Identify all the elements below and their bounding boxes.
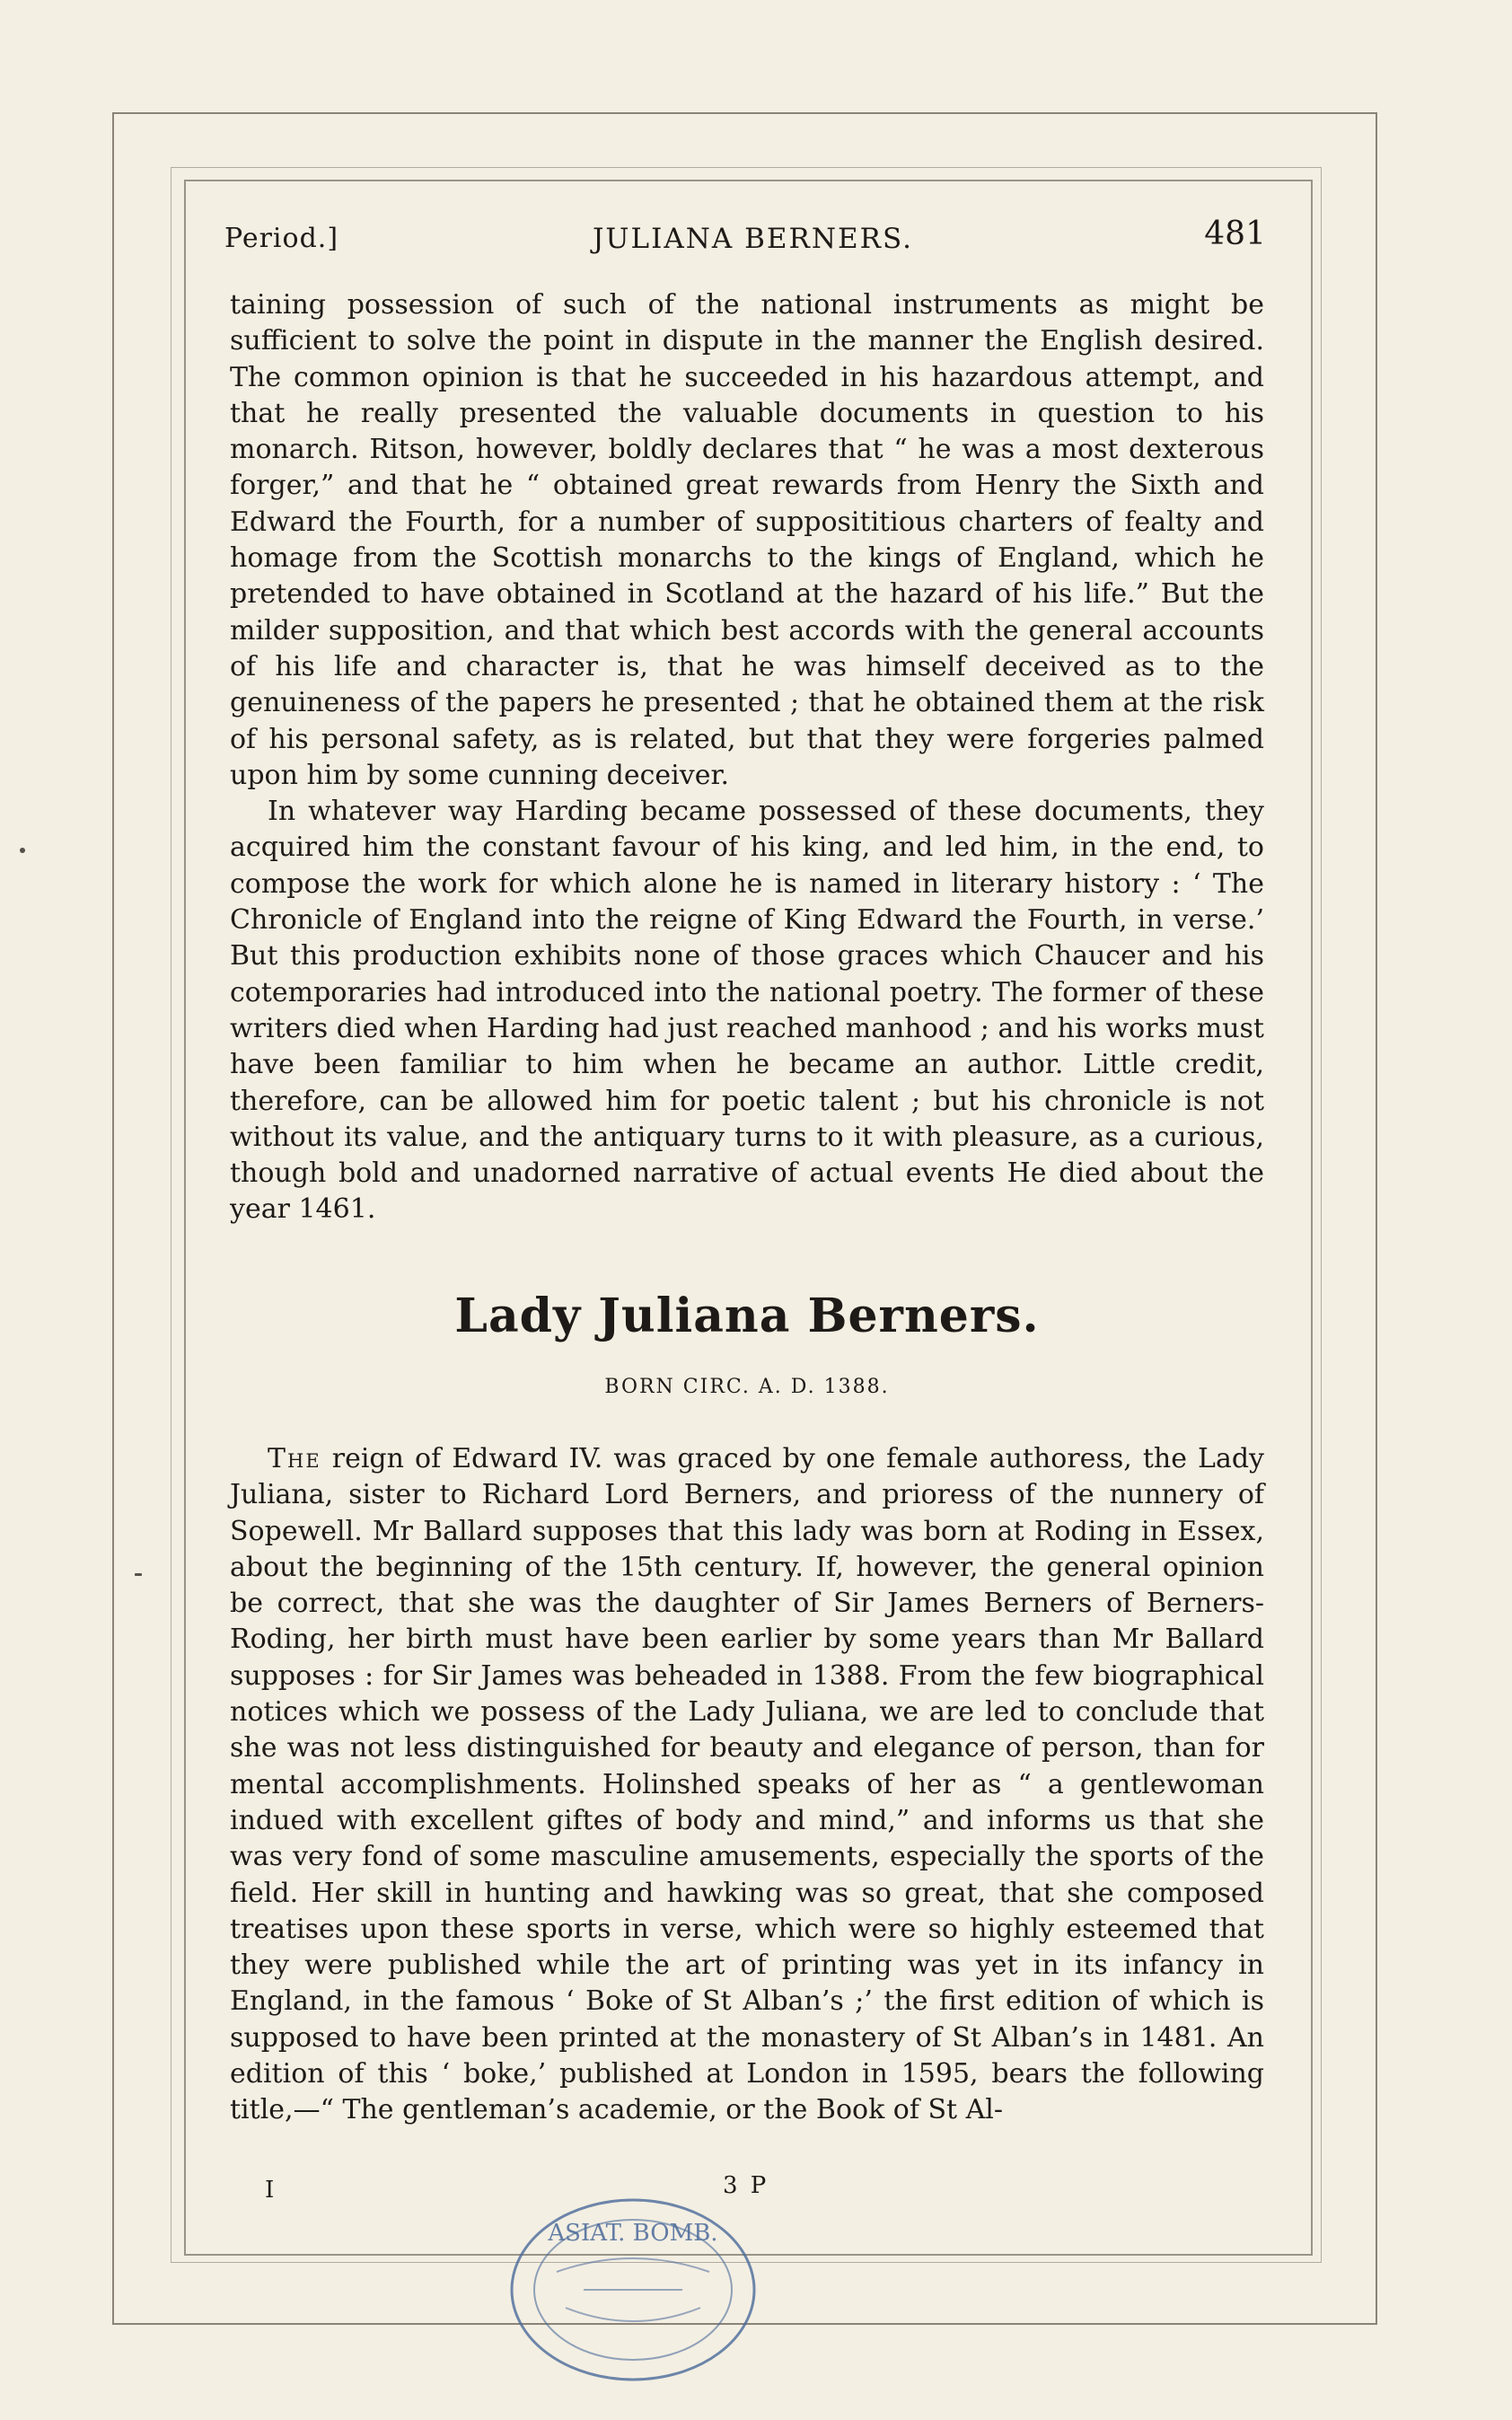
margin-mark [135, 1573, 142, 1576]
section-heading: Lady Juliana Berners. [454, 1289, 1040, 1343]
footer-mark: I [265, 2177, 275, 2204]
born-line: BORN CIRC. A. D. 1388. [604, 1376, 890, 1398]
running-header [224, 216, 1275, 260]
signature-mark: 3 P [723, 2172, 769, 2199]
paragraph-continuation: taining possession of such of the national instruments as might be sufficient to solve the point in dispute in the manner the English desired. The common opinion is that he succeeded in his hazardous attempt, and that he really presented the valuable documents in question to his monarch. Ritson, however, boldly declares that “ he was a most dexterous forger,” and that he “ obtained great rewards from Henry the Sixth and Edward the Fourth, for a number of supposititious charters of fealty and homage from the Scottish monarchs to the kings of England, which he pretended to have obtained in Scotland at the hazard of his life.” But the milder supposition, and that which best accords with the general accounts of his life and character is, that he was himself deceived as to the genuineness of the papers he presented ; that he obtained them at the risk of his personal safety, as is related, but that they were forgeries palmed upon him by some cunning deceiver. [230, 289, 1264, 791]
paragraph-berners-text: reign of Edward IV. was graced by one female authoress, the Lady Juliana, sister to Richard Lord Berners, and prioress of the nunnery of Sopewell. Mr Ballard supposes that this lady was born at Roding in Essex, about the beginning of the 15th century. If, however, the general opinion be correct, that she was the daughter of Sir James Berners of Berners-Roding, her birth must have been earlier by some years than Mr Ballard supposes : for Sir James was beheaded in 1388. From the few biographical notices which we possess of the Lady Juliana, we are led to conclude that she was not less distinguished for beauty and elegance of person, than for mental accomplishments. Holinshed speaks of her as “ a gentlewoman indued with excellent giftes of body and mind,” and informs us that she was very fond of some masculine amusements, especially the sports of the field. Her skill in hunting and hawking was so great, that she composed treatises upon these sports in verse, which were so highly esteemed that they were published while the art of printing was yet in its infancy in England, in the famous ‘ Boke of St Alban’s ;’ the first edition of which is supposed to have been printed at the monastery of St Alban’s in 1481. An edition of this ‘ boke,’ published at London in 1595, bears the following title,—“ The gentleman’s academie, or the Book of St Al- [230, 1443, 1264, 2126]
margin-mark [20, 848, 25, 853]
library-stamp-icon [503, 2191, 763, 2389]
header-title: JULIANA BERNERS. [593, 223, 913, 255]
paragraph-berners [230, 1441, 1264, 2129]
body-text-top [230, 287, 1264, 1228]
header-period: Period.] [224, 223, 339, 254]
page-number: 481 [1204, 216, 1266, 252]
paragraph-harding: In whatever way Harding became possessed of these documents, they acquired him the constant favour of his king, and led him, in the end, to compose the work for which alone he is named in literary history : ‘ The Chronicle of England into the reigne of King Edward the Fourth, in verse.’ But this production exhibits none of those graces which Chaucer and his cotemporaries had introduced into the national poetry. The former of these writers died when Harding had just reached manhood ; and his works must have been familiar to him when he became an author. Little credit, therefore, can be allowed him for poetic talent ; but his chronicle is not without its value, and the antiquary turns to it with pleasure, as a curious, though bold and unadorned narrative of actual events He died about the year 1461. [230, 796, 1264, 1226]
body-text-berners [230, 1441, 1264, 2129]
stamp-text: ASIAT. BOMB. [548, 2220, 718, 2247]
paragraph-opening-word: The [268, 1443, 321, 1474]
